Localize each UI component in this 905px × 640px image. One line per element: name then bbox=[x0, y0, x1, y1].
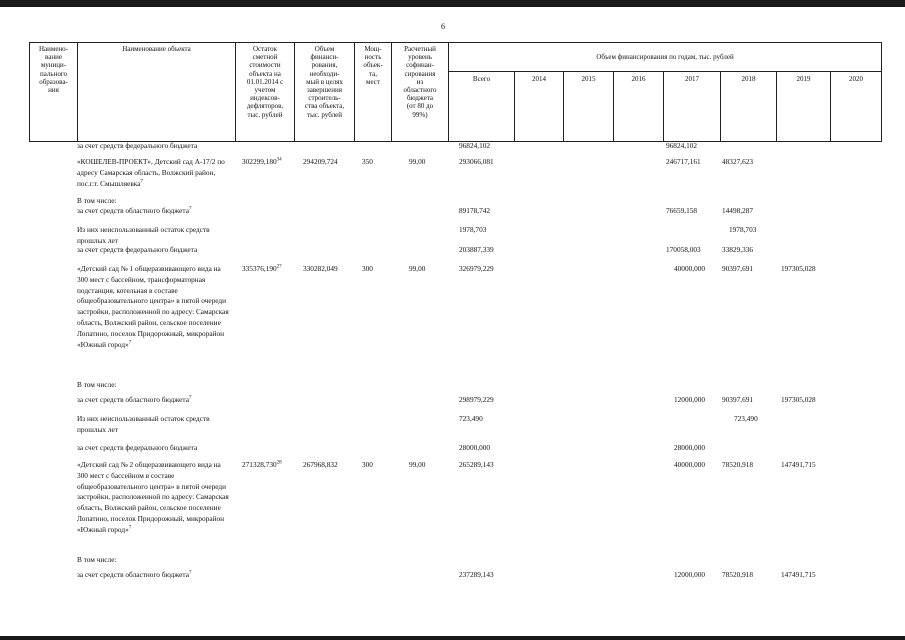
header-year-2017: 2017 bbox=[685, 75, 699, 83]
row-2017: 12000,000 bbox=[674, 570, 706, 579]
header-year-2020: 2020 bbox=[849, 75, 863, 83]
row-2018: 78520,918 bbox=[722, 570, 754, 579]
row-total: 203887,339 bbox=[459, 245, 494, 254]
header-financing-by-years: Объем финансирования по годам, тыс. рублей bbox=[596, 53, 734, 61]
table-header bbox=[29, 42, 882, 142]
header-remaining-cost: Остаток сметной стоимости объекта на 01.01.2014 с учетом индексов- дефляторов, тыс. рублей bbox=[246, 45, 284, 119]
row-2018: 90397,691 bbox=[722, 395, 754, 404]
row-capacity: 300 bbox=[362, 460, 373, 469]
row-total: 28000,000 bbox=[459, 443, 491, 452]
header-capacity: Мощ- ность объек- та, мест bbox=[363, 45, 383, 86]
header-year-2014: 2014 bbox=[532, 75, 546, 83]
row-financing-needed: 294209,724 bbox=[303, 157, 338, 166]
row-name: за счет средств федерального бюджета bbox=[77, 245, 198, 254]
row-name: В том числе: bbox=[77, 380, 117, 389]
row-total: 265289,143 bbox=[459, 460, 494, 469]
bottom-scan-border bbox=[0, 636, 905, 640]
row-2018: 90397,691 bbox=[722, 264, 754, 273]
row-capacity: 350 bbox=[362, 157, 373, 166]
row-name: В том числе: bbox=[77, 555, 117, 564]
row-name: В том числе: bbox=[77, 196, 117, 205]
row-name: за счет средств областного бюджета$^7$ bbox=[77, 570, 192, 579]
row-2017: 40000,000 bbox=[674, 264, 706, 273]
row-2018: 14498,287 bbox=[722, 206, 754, 215]
row-2019: 147491,715 bbox=[781, 570, 816, 579]
row-name: за счет средств федерального бюджета bbox=[77, 141, 198, 150]
row-2018: 78520,918 bbox=[722, 460, 754, 469]
header-object-name: Наименование объекта bbox=[122, 45, 191, 53]
header-cofinancing-level: Расчетный уровень софинан- сирования из областного бюджета (от 80 до 99%) bbox=[403, 45, 437, 119]
row-2017: 12000,000 bbox=[674, 395, 706, 404]
row-2017: 40000,000 bbox=[674, 460, 706, 469]
row-total: 1978,703 bbox=[459, 225, 487, 234]
row-2018: 48327,623 bbox=[722, 157, 754, 166]
row-name: за счет средств областного бюджета$^7$ bbox=[77, 206, 192, 215]
row-total: 326979,229 bbox=[459, 264, 494, 273]
row-2019: 197305,028 bbox=[781, 395, 816, 404]
row-remaining-cost: 335376,190$^{27}$ bbox=[242, 264, 282, 273]
row-name: «Детский сад № 2 общеразвивающего вида на 300 мест с бассейном в составе общеобразовательного центра» в пятой очереди застройки, расположенной по адресу: Самарская область, Волжский район, сельское поселение Лопатино, поселок Придорожный, микрорайон «Южный город»$^7$ bbox=[77, 460, 229, 534]
header-year-2015: 2015 bbox=[581, 75, 596, 83]
header-year-2018: 2018 bbox=[741, 75, 756, 83]
row-name: за счет средств федерального бюджета bbox=[77, 443, 198, 452]
row-2018: 33829,336 bbox=[722, 245, 754, 254]
top-scan-border bbox=[0, 0, 905, 7]
row-name: за счет средств областного бюджета$^7$ bbox=[77, 395, 192, 404]
row-2017: 96824,102 bbox=[666, 141, 698, 150]
row-2019: 147491,715 bbox=[781, 460, 816, 469]
row-2017: 246717,161 bbox=[666, 157, 701, 166]
row-2017: 76659,158 bbox=[666, 206, 698, 215]
row-2019: 197305,028 bbox=[781, 264, 816, 273]
row-total: 723,490 bbox=[459, 414, 483, 423]
row-name: Из них неиспользованный остаток средств прошлых лет bbox=[77, 225, 210, 245]
header-year-2016: 2016 bbox=[631, 75, 646, 83]
row-total: 298979,229 bbox=[459, 395, 494, 404]
row-total: 293066,081 bbox=[459, 157, 494, 166]
row-financing-needed: 330282,049 bbox=[303, 264, 338, 273]
header-financing-needed: Объем финанси- рования, необходи- мый в целях завершения строитель- ства объекта, тыс. рублей bbox=[304, 45, 345, 119]
row-capacity: 300 bbox=[362, 264, 373, 273]
row-name: Из них неиспользованный остаток средств прошлых лет bbox=[77, 414, 210, 434]
row-financing-needed: 267968,832 bbox=[303, 460, 338, 469]
header-total: Всего bbox=[472, 75, 491, 83]
row-cofinancing: 99,00 bbox=[409, 264, 426, 273]
row-2017: 28000,000 bbox=[674, 443, 706, 452]
header-municipality: Наимено- вание муници- пального образова- ния bbox=[38, 45, 69, 95]
row-2018: 1978,703 bbox=[729, 225, 757, 234]
row-name: «Детский сад № 1 общеразвивающего вида на 300 мест с бассейном, трансформаторная подстанция, котельная в составе общеобразовательного центра» в пятой очереди застройки, расположенной по адресу: Самарская область, Волжский район, сельское поселение Лопатино, поселок Придорожный, микрорайон «Южный город»$^7$ bbox=[77, 264, 229, 349]
row-cofinancing: 99,00 bbox=[409, 460, 426, 469]
row-total: 237289,143 bbox=[459, 570, 494, 579]
row-remaining-cost: 302299,180$^{34}$ bbox=[242, 157, 282, 166]
row-name: «КОШЕЛЕВ-ПРОЕКТ», Детский сад А-17/2 по адресу Самарская область, Волжский район, пос.г.т. Смышляевка$^7$ bbox=[77, 157, 225, 188]
row-cofinancing: 99,00 bbox=[409, 157, 426, 166]
row-remaining-cost: 271328,730$^{28}$ bbox=[242, 460, 282, 469]
row-total: 89178,742 bbox=[459, 206, 491, 215]
page-number: 6 bbox=[441, 22, 445, 31]
row-2018: 723,490 bbox=[734, 414, 758, 423]
row-2017: 170058,003 bbox=[666, 245, 701, 254]
row-total: 96824,102 bbox=[459, 141, 491, 150]
header-year-2019: 2019 bbox=[796, 75, 811, 83]
